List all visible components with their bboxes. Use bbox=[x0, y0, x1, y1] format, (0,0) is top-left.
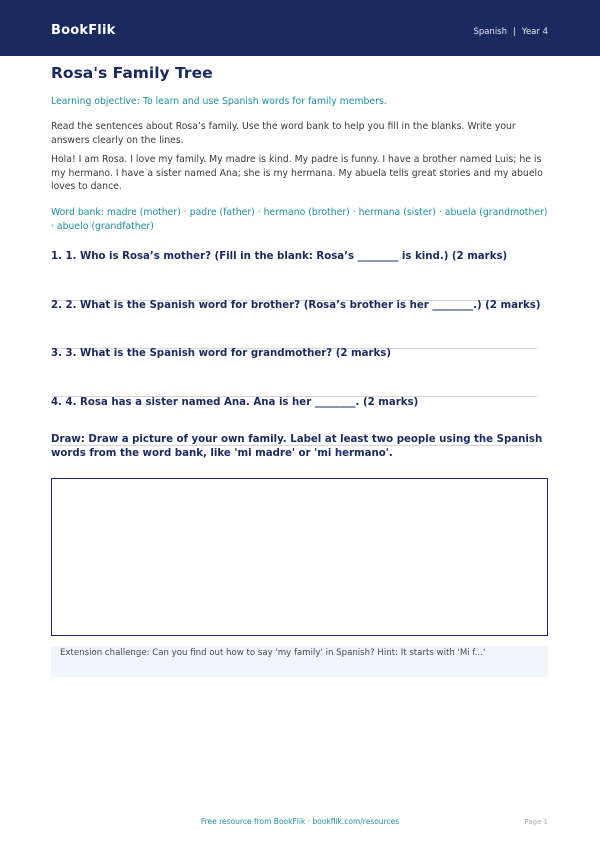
brand-logo: BookFlik bbox=[51, 23, 116, 38]
page-number: Page 1 bbox=[524, 818, 548, 826]
meta-separator: | bbox=[513, 27, 516, 37]
header-meta bbox=[473, 27, 548, 37]
question-2: 2. 2. What is the Spanish word for brother? (Rosa’s brother is her ________.) (2 marks) bbox=[51, 300, 541, 311]
instructions-text: Read the sentences about Rosa’s family. Use the word bank to help you fill in the blanks. Write your answers clearly on the lines. bbox=[51, 121, 516, 146]
question-1: 1. 1. Who is Rosa’s mother? (Fill in the blank: Rosa’s ________ is kind.) (2 marks) bbox=[51, 251, 508, 262]
subject-label: Spanish bbox=[473, 27, 508, 37]
drawing-area[interactable] bbox=[51, 478, 548, 636]
worksheet-title: Rosa's Family Tree bbox=[51, 64, 213, 82]
extension-challenge: Extension challenge: Can you find out how to say 'my family' in Spanish? Hint: It starts with 'Mi f...' bbox=[51, 646, 548, 677]
word-bank: Word bank: madre (mother) · padre (father) · hermano (brother) · hermana (sister) · abuela (grandmother) · abuelo (grandfather) bbox=[51, 207, 548, 232]
question-3: 3. 3. What is the Spanish word for grandmother? (2 marks) bbox=[51, 348, 392, 359]
year-label: Year 4 bbox=[521, 27, 548, 37]
draw-prompt: Draw: Draw a picture of your own family. Label at least two people using the Spanish words from the word bank, like 'mi madre' or 'mi hermano'. bbox=[51, 434, 543, 459]
story-text: Hola! I am Rosa. I love my family. My madre is kind. My padre is funny. I have a brother named Luis; he is my hermano. I have a sister named Ana; she is my hermana. My abuela tells great stories and my abuelo loves to dance. bbox=[51, 154, 543, 192]
learning-objective: Learning objective: To learn and use Spanish words for family members. bbox=[51, 96, 387, 107]
question-4: 4. 4. Rosa has a sister named Ana. Ana is her ________. (2 marks) bbox=[51, 397, 419, 408]
page-header bbox=[0, 0, 600, 56]
footer-text: Free resource from BookFlik · bookflik.com/resources bbox=[200, 817, 400, 826]
